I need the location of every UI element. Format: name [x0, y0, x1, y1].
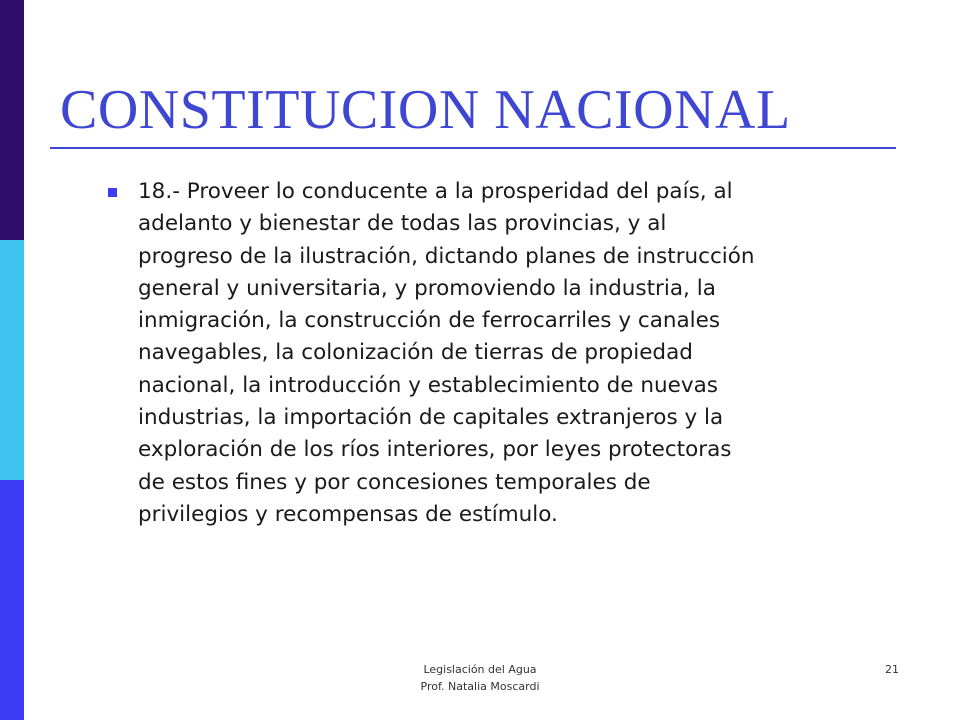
bullet-list [108, 176, 908, 531]
footer-author: Prof. Natalia Moscardi [420, 680, 540, 693]
footer-credits [385, 661, 575, 695]
page-number: 21 [885, 663, 899, 676]
accent-bar-dark-segment [0, 0, 24, 240]
title-underline [50, 147, 896, 149]
footer-course: Legislación del Agua [423, 663, 537, 676]
accent-bar-light-segment [0, 240, 24, 480]
left-accent-bar [0, 0, 24, 720]
square-bullet-icon [108, 188, 117, 197]
slide-title: CONSTITUCION NACIONAL [60, 79, 791, 141]
bullet-text: 18.- Proveer lo conducente a la prosperidad del país, al adelanto y bienestar de todas las provincias, y al progreso de la ilustración, dictando planes de instrucción general y universitaria, y promoviendo la industria, la inmigración, la construcción de ferrocarriles y canales navegables, la colonización de tierras de propiedad nacional, la introducción y establecimiento de nuevas industrias, la importación de capitales extranjeros y la exploración de los ríos interiores, por leyes protectoras de estos fines y por concesiones temporales de privilegios y recompensas de estímulo. [138, 179, 755, 527]
footer [0, 661, 960, 701]
bullet-item [108, 176, 908, 531]
